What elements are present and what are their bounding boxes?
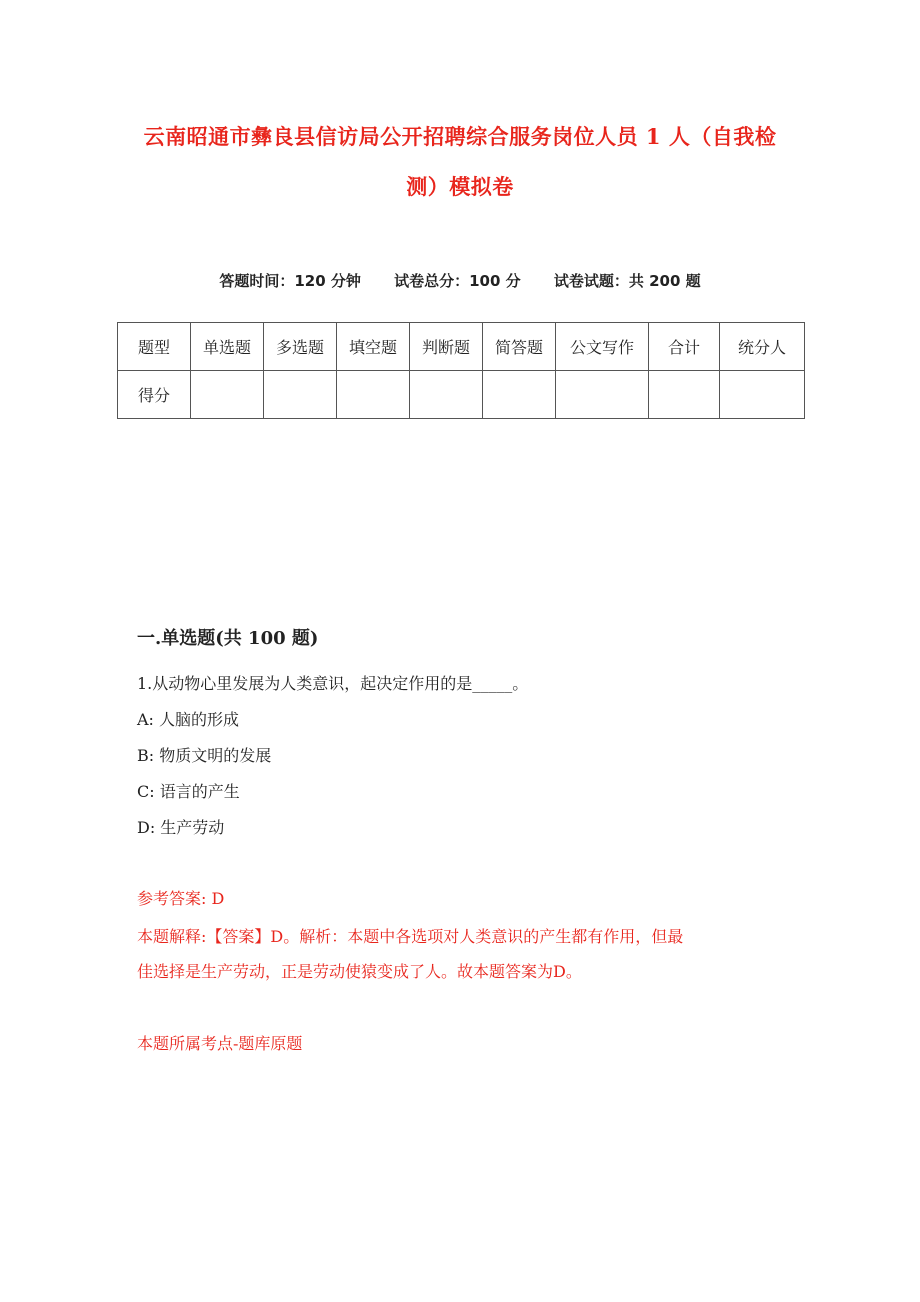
score-table-header-cell: 简答题 bbox=[483, 323, 556, 371]
exam-meta bbox=[0, 270, 920, 291]
score-table-header-cell: 题型 bbox=[118, 323, 191, 371]
section-heading: 一.单选题(共 100 题) bbox=[137, 628, 319, 649]
explanation-line-1: 本题解释:【答案】D。解析：本题中各选项对人类意识的产生都有作用，但最 bbox=[137, 927, 684, 946]
score-table-header-cell: 合计 bbox=[649, 323, 720, 371]
question-stem: 1.从动物心里发展为人类意识，起决定作用的是_____。 bbox=[137, 674, 529, 693]
score-table-header-cell: 填空题 bbox=[337, 323, 410, 371]
score-table-header-cell: 公文写作 bbox=[556, 323, 649, 371]
option-b: B: 物质文明的发展 bbox=[137, 746, 272, 765]
option-a: A: 人脑的形成 bbox=[137, 710, 240, 729]
score-cell bbox=[337, 371, 410, 419]
option-c: C: 语言的产生 bbox=[137, 782, 240, 801]
reference-answer: 参考答案: D bbox=[137, 889, 225, 908]
exam-total-questions: 试卷试题：共 200 题 bbox=[553, 272, 701, 290]
score-table bbox=[117, 322, 805, 419]
document-title-line-2: 测）模拟卷 bbox=[406, 174, 514, 199]
score-table-header-cell: 单选题 bbox=[191, 323, 264, 371]
document-title-line-1: 云南昭通市彝良县信访局公开招聘综合服务岗位人员 1 人（自我检 bbox=[143, 124, 777, 149]
score-cell bbox=[264, 371, 337, 419]
score-table-header-cell: 多选题 bbox=[264, 323, 337, 371]
score-table-header-row bbox=[118, 323, 805, 371]
score-cell bbox=[483, 371, 556, 419]
score-cell bbox=[191, 371, 264, 419]
score-table-header-cell: 判断题 bbox=[410, 323, 483, 371]
score-cell bbox=[720, 371, 805, 419]
score-table-score-row bbox=[118, 371, 805, 419]
score-row-label: 得分 bbox=[118, 371, 191, 419]
score-cell bbox=[410, 371, 483, 419]
question-topic-tag: 本题所属考点-题库原题 bbox=[137, 1034, 303, 1053]
score-cell bbox=[556, 371, 649, 419]
explanation-line-2: 佳选择是生产劳动，正是劳动使猿变成了人。故本题答案为D。 bbox=[137, 962, 582, 981]
score-cell bbox=[649, 371, 720, 419]
exam-time: 答题时间：120 分钟 bbox=[219, 272, 361, 290]
score-table-header-cell: 统分人 bbox=[720, 323, 805, 371]
exam-total-score: 试卷总分：100 分 bbox=[394, 272, 521, 290]
option-d: D: 生产劳动 bbox=[137, 818, 225, 837]
